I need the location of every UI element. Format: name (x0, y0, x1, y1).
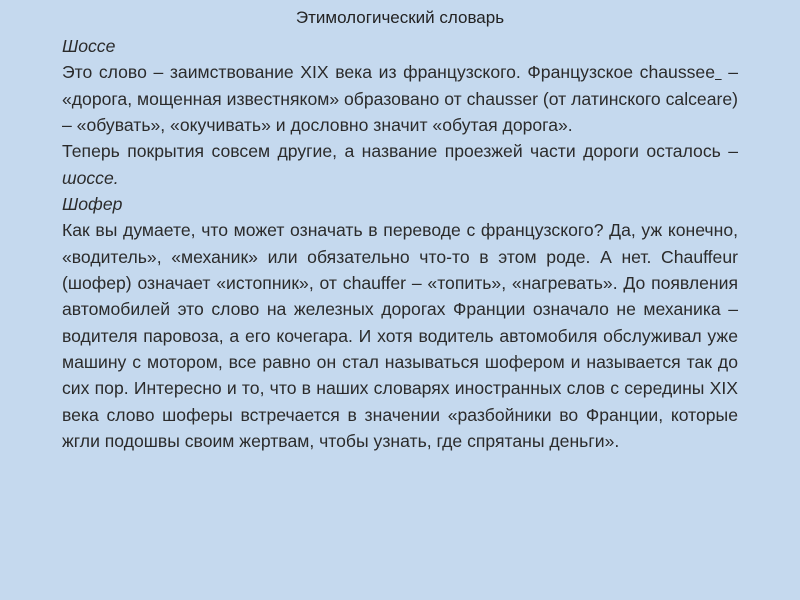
italic-term: шоссе. (62, 167, 119, 188)
text-segment: – (721, 62, 738, 83)
entry-heading-shosse: Шоссе (62, 36, 116, 56)
slide-title: Этимологический словарь (295, 8, 505, 27)
underlined-space (715, 62, 722, 82)
text-segment: Это слово – заимствование XIX века из французского. Французское chaussee (62, 62, 715, 83)
text-segment: Теперь покрытия совсем другие, а название проезжей части дороги осталось – (62, 141, 738, 162)
entry-shosse-paragraph-1 (62, 59, 738, 138)
dictionary-body (62, 33, 738, 455)
entry-shofer-paragraph: Как вы думаете, что может означать в переводе с французского? Да, уж конечно, «водитель», «механик» или обязательно что-то в этом роде. А нет. Chauffeur (шофер) означает «истопник», от chauffer – «топить», «нагревать». До появления автомобилей это слово на железных дорогах Франции означало не механика – водителя паровоза, а его кочегара. И хотя водитель автомобиля обслуживал уже машину с мотором, все равно он стал называться шофером и называется так до сих пор. Интересно и то, что в наших словарях иностранных слов с середины XIX века слово шоферы встречается в значении «разбойники во Франции, которые жгли подошвы своим жертвам, чтобы узнать, где спрятаны деньги». (62, 220, 738, 452)
entry-shosse-paragraph-2 (62, 138, 738, 191)
entry-heading-shofer: Шофер (62, 194, 123, 215)
text-segment: «дорога, мощенная известняком» образовано от chausser (от латинского calceare) – «обувать», «окучивать» и дословно значит «обутая дорога». (62, 88, 738, 136)
